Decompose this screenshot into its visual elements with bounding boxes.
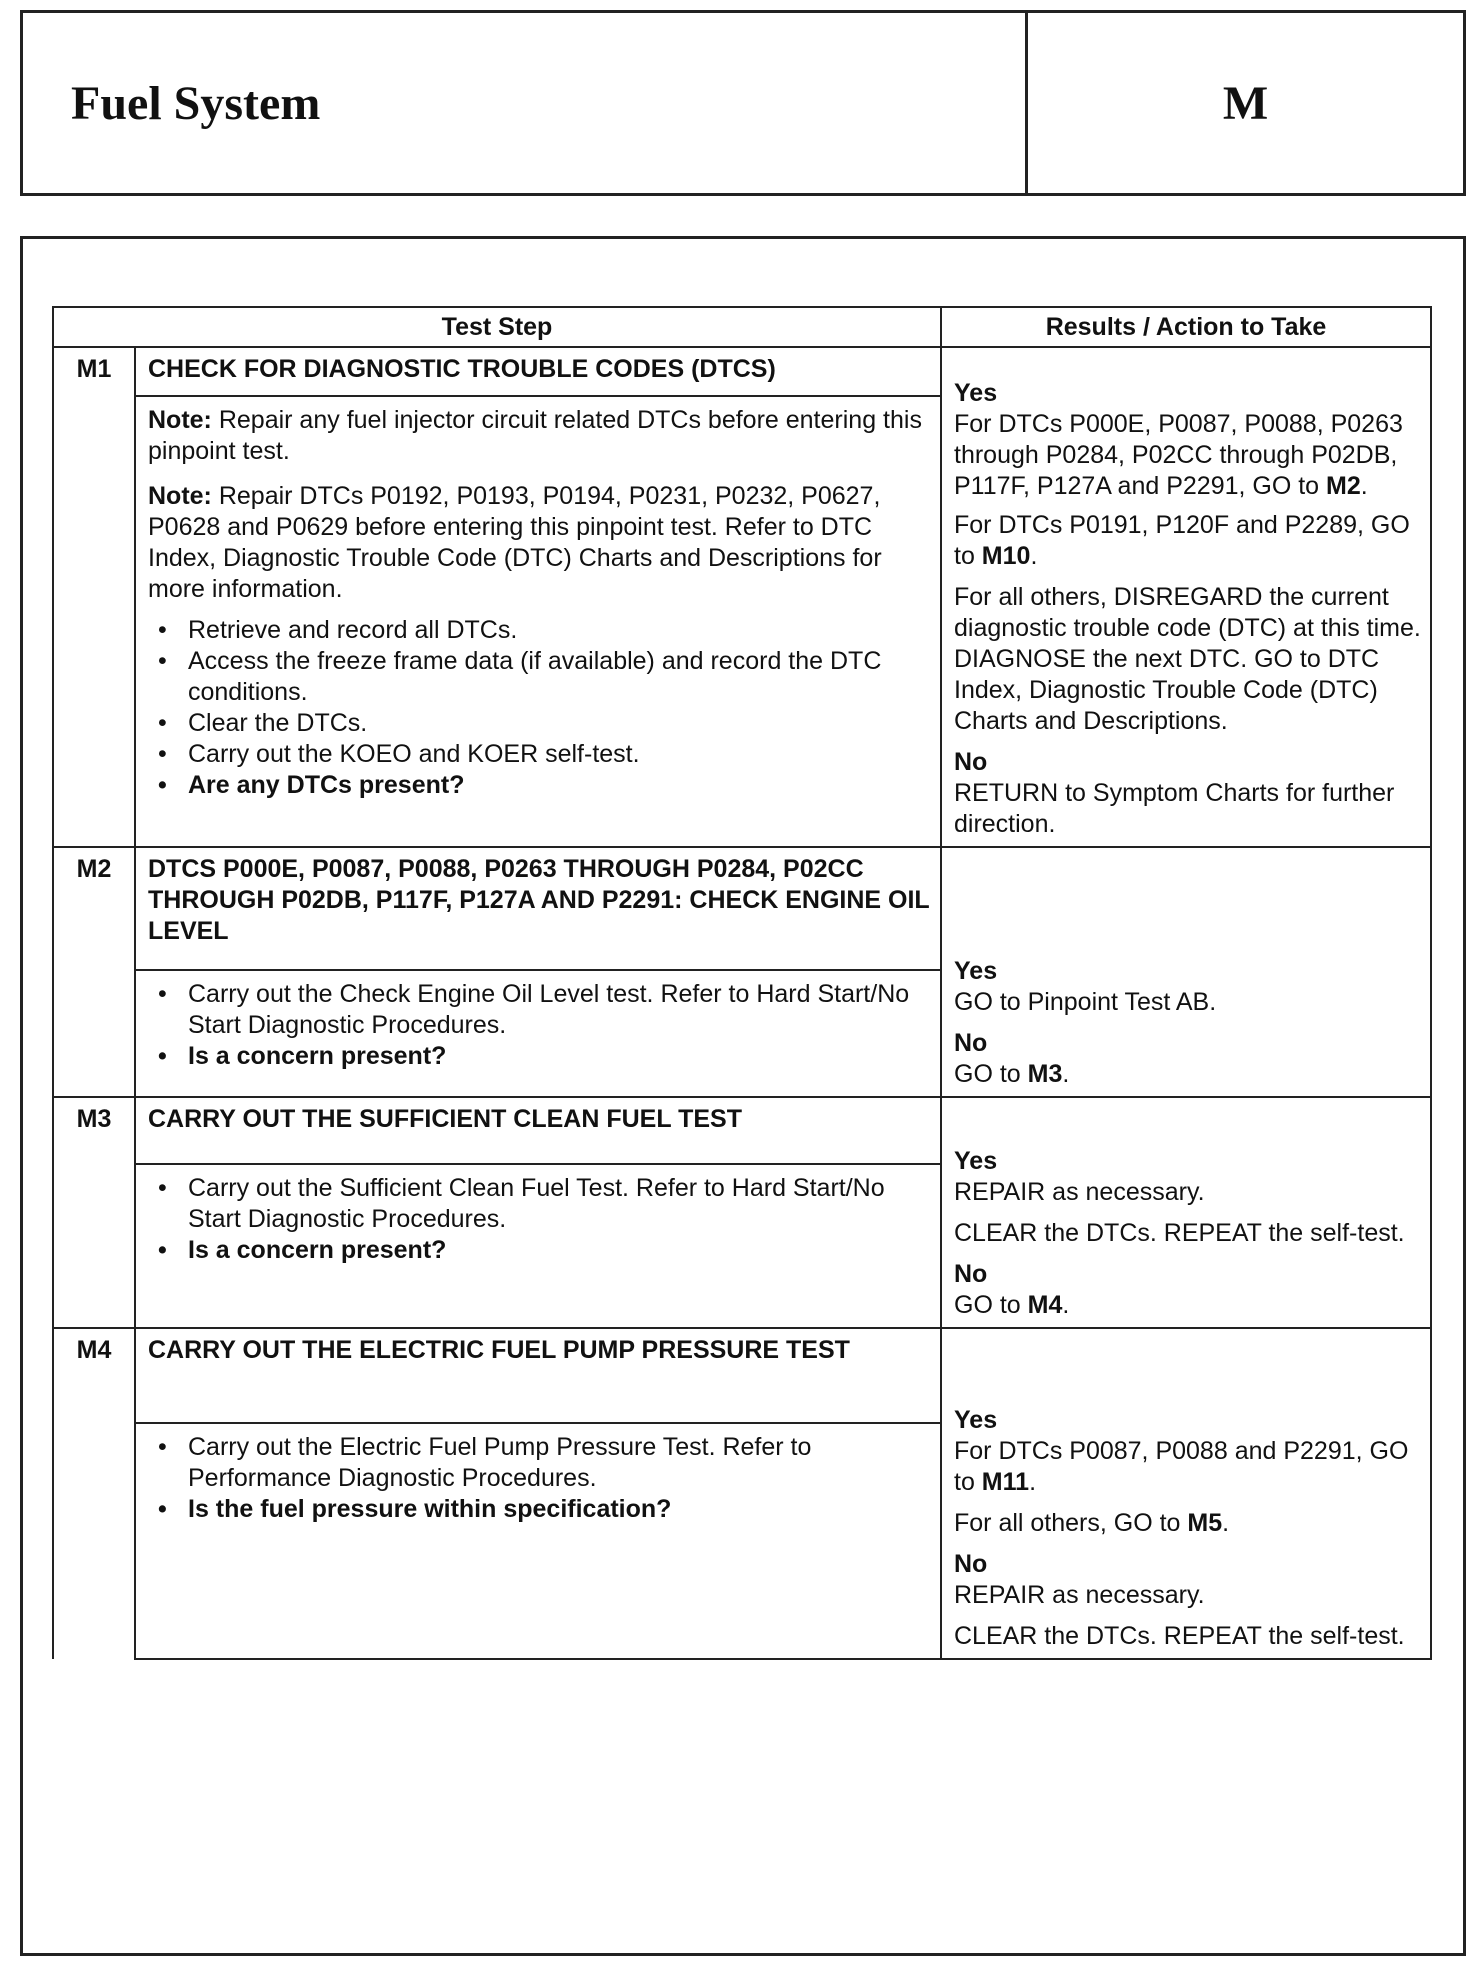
result-text: RETURN to Symptom Charts for further direction. bbox=[954, 779, 1395, 838]
step-results: Yes For DTCs P0087, P0088 and P2291, GO to M11. For all others, GO to M5. No REPAIR as necessary. CLEAR the DTCs. REPEAT the self-test. bbox=[941, 1328, 1431, 1659]
step-link[interactable]: M2 bbox=[1326, 472, 1361, 500]
no-label: No bbox=[954, 1029, 988, 1057]
yes-label: Yes bbox=[954, 1147, 998, 1175]
step-m3-title-row bbox=[53, 1097, 1431, 1164]
step-question: • Is a concern present? bbox=[188, 1235, 930, 1266]
no-label: No bbox=[954, 1260, 988, 1288]
step-m2-title-row bbox=[53, 847, 1431, 970]
result-text: GO to bbox=[954, 1291, 1028, 1319]
step-link[interactable]: M10 bbox=[981, 542, 1031, 570]
step-id-cell bbox=[53, 970, 135, 1097]
step-id: M3 bbox=[53, 1097, 135, 1164]
step-question: • Is a concern present? bbox=[188, 1041, 930, 1072]
result-text: For DTCs P000E, P0087, P0088, P0263 through P0284, P02CC through P02DB, P117F, P127A and P2291, GO to bbox=[954, 410, 1403, 500]
step-id-cell bbox=[53, 396, 135, 847]
step-bullets bbox=[148, 979, 930, 1072]
step-id: M2 bbox=[53, 847, 135, 970]
step-id: M1 bbox=[53, 347, 135, 396]
step-title: CARRY OUT THE SUFFICIENT CLEAN FUEL TEST bbox=[135, 1097, 941, 1164]
note-text: Repair DTCs P0192, P0193, P0194, P0231, P0232, P0627, P0628 and P0629 before entering this pinpoint test. Refer to DTC Index, Diagnostic Trouble Code (DTC) Charts and Descriptions for more information. bbox=[148, 482, 882, 604]
list-item: • Carry out the Sufficient Clean Fuel Test. Refer to Hard Start/No Start Diagnostic Procedures. bbox=[188, 1173, 930, 1235]
step-results: Yes For DTCs P000E, P0087, P0088, P0263 through P0284, P02CC through P02DB, P117F, P127A and P2291, GO to M2. For DTCs P0191, P120F and P2289, GO to M10. For all others, DISREGARD the current diagnostic trouble code (DTC) at this time. DIAGNOSE the next DTC. GO to DTC Index, Diagnostic Trouble Code (DTC) Charts and Descriptions. No RETURN to Symptom Charts for further direction. bbox=[941, 347, 1431, 847]
result-text: REPAIR as necessary. bbox=[954, 1581, 1205, 1609]
result-text: CLEAR the DTCs. REPEAT the self-test. bbox=[954, 1219, 1405, 1247]
note-label: Note: bbox=[148, 406, 212, 435]
yes-label: Yes bbox=[954, 379, 998, 407]
step-bullets bbox=[148, 1432, 930, 1525]
list-item: • Carry out the Electric Fuel Pump Pressure Test. Refer to Performance Diagnostic Procedures. bbox=[188, 1432, 930, 1494]
list-item: • Retrieve and record all DTCs. bbox=[188, 615, 930, 646]
step-title: CARRY OUT THE ELECTRIC FUEL PUMP PRESSURE TEST bbox=[135, 1328, 941, 1423]
step-body bbox=[135, 1423, 941, 1659]
result-text: CLEAR the DTCs. REPEAT the self-test. bbox=[954, 1622, 1405, 1650]
col-header-test-step: Test Step bbox=[53, 307, 941, 347]
step-title: CHECK FOR DIAGNOSTIC TROUBLE CODES (DTCS) bbox=[135, 347, 941, 396]
step-link[interactable]: M11 bbox=[981, 1468, 1030, 1496]
yes-label: Yes bbox=[954, 957, 998, 985]
result-text: For all others, GO to bbox=[954, 1509, 1188, 1537]
result-text: For all others, DISREGARD the current diagnostic trouble code (DTC) at this time. DIAGNOSE the next DTC. GO to DTC Index, Diagnostic Trouble Code (DTC) Charts and Descriptions. bbox=[954, 583, 1421, 735]
step-title: DTCS P000E, P0087, P0088, P0263 THROUGH P0284, P02CC THROUGH P02DB, P117F, P127A AND P2291: CHECK ENGINE OIL LEVEL bbox=[135, 847, 941, 970]
table-header-row bbox=[53, 307, 1431, 347]
no-label: No bbox=[954, 748, 988, 776]
step-m4-title-row bbox=[53, 1328, 1431, 1423]
step-m1-title-row bbox=[53, 347, 1431, 396]
page-title: Fuel System bbox=[23, 13, 1028, 193]
result-text: For DTCs P0087, P0088 and P2291, GO to bbox=[954, 1437, 1409, 1496]
step-link[interactable]: M5 bbox=[1187, 1509, 1223, 1537]
step-body bbox=[135, 970, 941, 1097]
step-question: • Is the fuel pressure within specification? bbox=[188, 1494, 930, 1525]
step-id-cell bbox=[53, 1423, 135, 1659]
no-label: No bbox=[954, 1550, 988, 1578]
result-text: REPAIR as necessary. bbox=[954, 1178, 1205, 1206]
list-item: • Carry out the Check Engine Oil Level test. Refer to Hard Start/No Start Diagnostic Procedures. bbox=[188, 979, 930, 1041]
step-body bbox=[135, 396, 941, 847]
page-header bbox=[20, 10, 1466, 196]
note-text: Repair any fuel injector circuit related DTCs before entering this pinpoint test. bbox=[148, 406, 922, 466]
list-item: • Access the freeze frame data (if available) and record the DTC conditions. bbox=[188, 646, 930, 708]
step-id-cell bbox=[53, 1164, 135, 1328]
step-results: Yes GO to Pinpoint Test AB. No GO to M3. bbox=[941, 847, 1431, 1097]
result-text: GO to bbox=[954, 1060, 1028, 1088]
yes-label: Yes bbox=[954, 1406, 998, 1434]
col-header-results: Results / Action to Take bbox=[941, 307, 1431, 347]
section-letter: M bbox=[1222, 76, 1269, 130]
list-item: • Carry out the KOEO and KOER self-test. bbox=[188, 739, 930, 770]
step-bullets bbox=[148, 1173, 930, 1266]
pinpoint-test-table bbox=[52, 306, 1432, 1660]
result-text: For DTCs P0191, P120F and P2289, GO to bbox=[954, 511, 1410, 570]
result-text: GO to Pinpoint Test AB. bbox=[954, 988, 1217, 1016]
step-link[interactable]: M4 bbox=[1027, 1291, 1063, 1319]
step-results: Yes REPAIR as necessary. CLEAR the DTCs. REPEAT the self-test. No GO to M4. bbox=[941, 1097, 1431, 1328]
note-label: Note: bbox=[148, 482, 212, 511]
step-id: M4 bbox=[53, 1328, 135, 1423]
step-body bbox=[135, 1164, 941, 1328]
step-link[interactable]: M3 bbox=[1027, 1060, 1063, 1088]
step-bullets bbox=[148, 615, 930, 801]
list-item: • Clear the DTCs. bbox=[188, 708, 930, 739]
step-question: • Are any DTCs present? bbox=[188, 770, 930, 801]
